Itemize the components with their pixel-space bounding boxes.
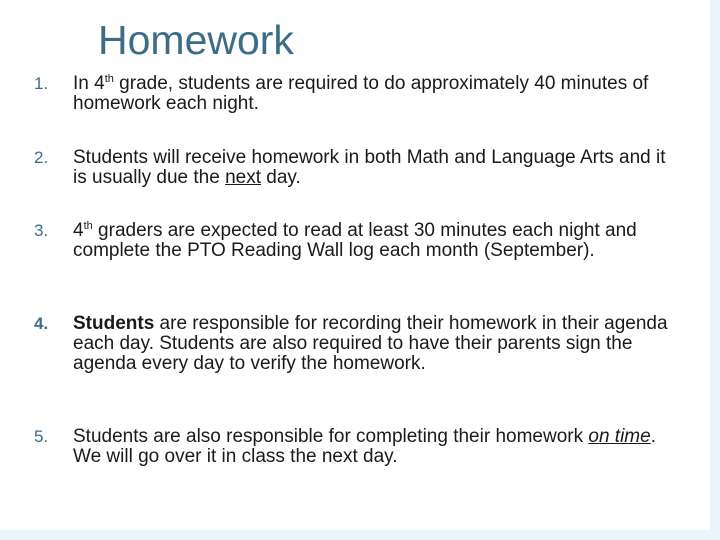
list-item-text: Students are also responsible for completing their homework on time. We will go over it in class the next day. [73, 426, 656, 467]
list-item-text: Students will receive homework in both Math and Language Arts and it is usually due the next day. [73, 147, 666, 188]
list-item-text: 4th graders are expected to read at least 30 minutes each night and complete the PTO Reading Wall log each month (September). [73, 220, 637, 261]
list-number: 1. [34, 74, 49, 93]
emphasis-on-time: on time [588, 426, 651, 447]
list-number: 5. [34, 427, 49, 446]
list-number: 4. [34, 314, 49, 333]
list-number: 3. [34, 221, 49, 240]
emphasis-next: next [225, 167, 262, 188]
list-item-text: Students are responsible for recording their homework in their agenda each day. Students are also required to have their parents sign the agenda every day to verify the homework. [73, 313, 668, 374]
list-number: 2. [34, 148, 49, 167]
emphasis-students: Students [73, 313, 155, 334]
slide-title: Homework [98, 17, 294, 63]
list-item-text: In 4th grade, students are required to do approximately 40 minutes of homework each night. [73, 73, 649, 114]
